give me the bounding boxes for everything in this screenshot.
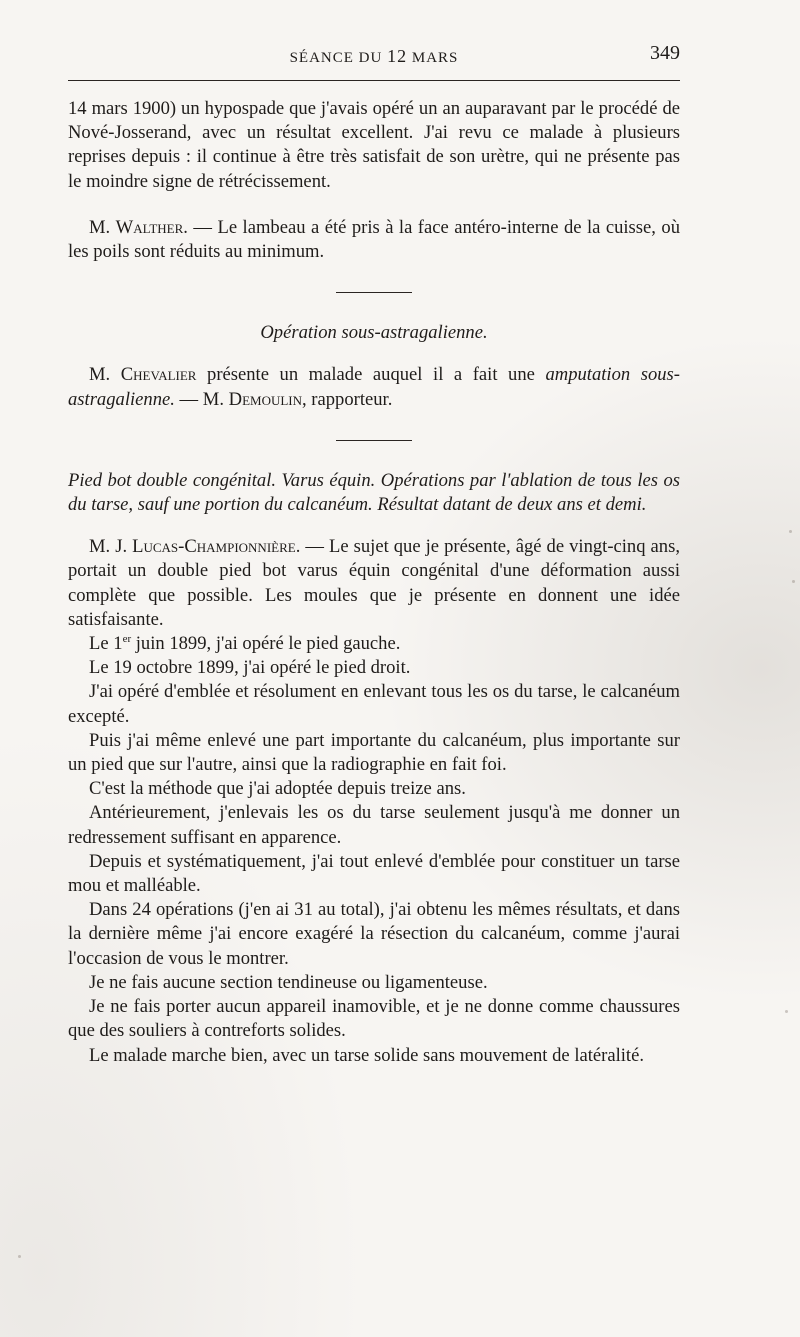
header-rule [68,80,680,81]
paragraph: Puis j'ai même enlevé une part importante du calcanéum, plus importante sur un pied que sur l'autre, ainsi que la radiographie en fait foi. [68,729,680,776]
paragraph: C'est la méthode que j'ai adoptée depuis treize ans. [89,778,466,800]
paper-speck [785,1010,788,1013]
section-title: Pied bot double congénital. Varus équin. Opérations par l'ablation de tous les os du tarse, sauf une portion du calcanéum. Résultat datant de deux ans et demi. [68,469,680,516]
paragraph: Je ne fais porter aucun appareil inamovible, et je ne donne comme chaussures que des souliers à contreforts solides. [68,996,680,1042]
paragraph: Depuis et systématiquement, j'ai tout enlevé d'emblée pour constituer un tarse mou et malléable. [68,850,680,897]
speaker-name: Walther. [115,216,188,238]
paragraph: Dans 24 opérations (j'en ai 31 au total), j'ai obtenu les mêmes résultats, et dans la dernière même j'ai encore exagéré la résection du calcanéum, comme j'aurai l'occasion de vous le montrer. [68,899,680,969]
paper-speck [789,530,792,533]
paragraph: Le 19 octobre 1899, j'ai opéré le pied droit. [89,657,411,679]
paper-speck [18,1255,21,1258]
paragraph-text: Le 1 [89,633,123,655]
speaker-name: Lucas-Championnière. [132,536,301,558]
paragraph [68,632,680,656]
ordinal-superscript: er [122,632,132,645]
paragraph-text: juin 1899, j'ai opéré le pied gauche. [131,633,401,655]
section-title: Opération sous-astragalienne. [260,322,488,344]
paragraph: J'ai opéré d'emblée et résolument en enlevant tous les os du tarse, le calcanéum excepté. [68,681,680,727]
paragraph-walther-text: — Le lambeau a été pris à la face antéro-interne de la cuisse, où les poils sont réduits au minimum. [68,216,680,263]
paragraph-chevalier-text: présente un malade auquel il a fait une [196,364,546,386]
running-head [68,46,680,67]
paragraph: Antérieurement, j'enlevais les os du tarse seulement jusqu'à me donner un redressement suffisant en apparence. [68,802,680,848]
paragraph-lucas-text: — Le sujet que je présente, âgé de vingt-cinq ans, portait un double pied bot varus équin congénital d'une déformation aussi complète que possible. Les moules que je présente en donnent une idée satisfaisante. [68,536,680,630]
speaker-name: Chevalier [120,364,197,386]
paragraph-chevalier [68,363,680,411]
paragraph-hypospade: 14 mars 1900) un hypospade que j'avais opéré un an auparavant par le procédé de Nové-Josserand, avec un résultat excellent. J'ai revu ce malade à plusieurs reprises depuis : il continue à être très satisfait de son urètre, qui ne présente pas le moindre signe de rétrécissement. [68,98,680,192]
speaker-prefix: M. [89,364,111,386]
paragraph-lucas [68,535,680,632]
paragraph-chevalier-text: — M. [174,388,229,410]
paragraph-chevalier-italic: amputation sous-astragalienne. [68,364,680,410]
body-text [68,97,680,1068]
page-header [68,40,680,68]
paragraph-chevalier-text: rapporteur. [306,388,393,410]
speaker-prefix: M. [89,216,111,238]
paragraph-walther [68,216,680,264]
paper-speck [792,580,795,583]
page-number: 349 [650,42,680,64]
running-head-prefix: SÉANCE DU [289,50,383,66]
running-head-day: 12 [387,46,408,66]
rapporteur-name: Demoulin, [228,388,307,410]
speaker-prefix: M. J. [89,536,128,558]
running-head-month: MARS [411,50,459,66]
paragraph: Je ne fais aucune section tendineuse ou ligamenteuse. [89,971,488,993]
paragraph: Le malade marche bien, avec un tarse solide sans mouvement de latéralité. [89,1044,644,1066]
